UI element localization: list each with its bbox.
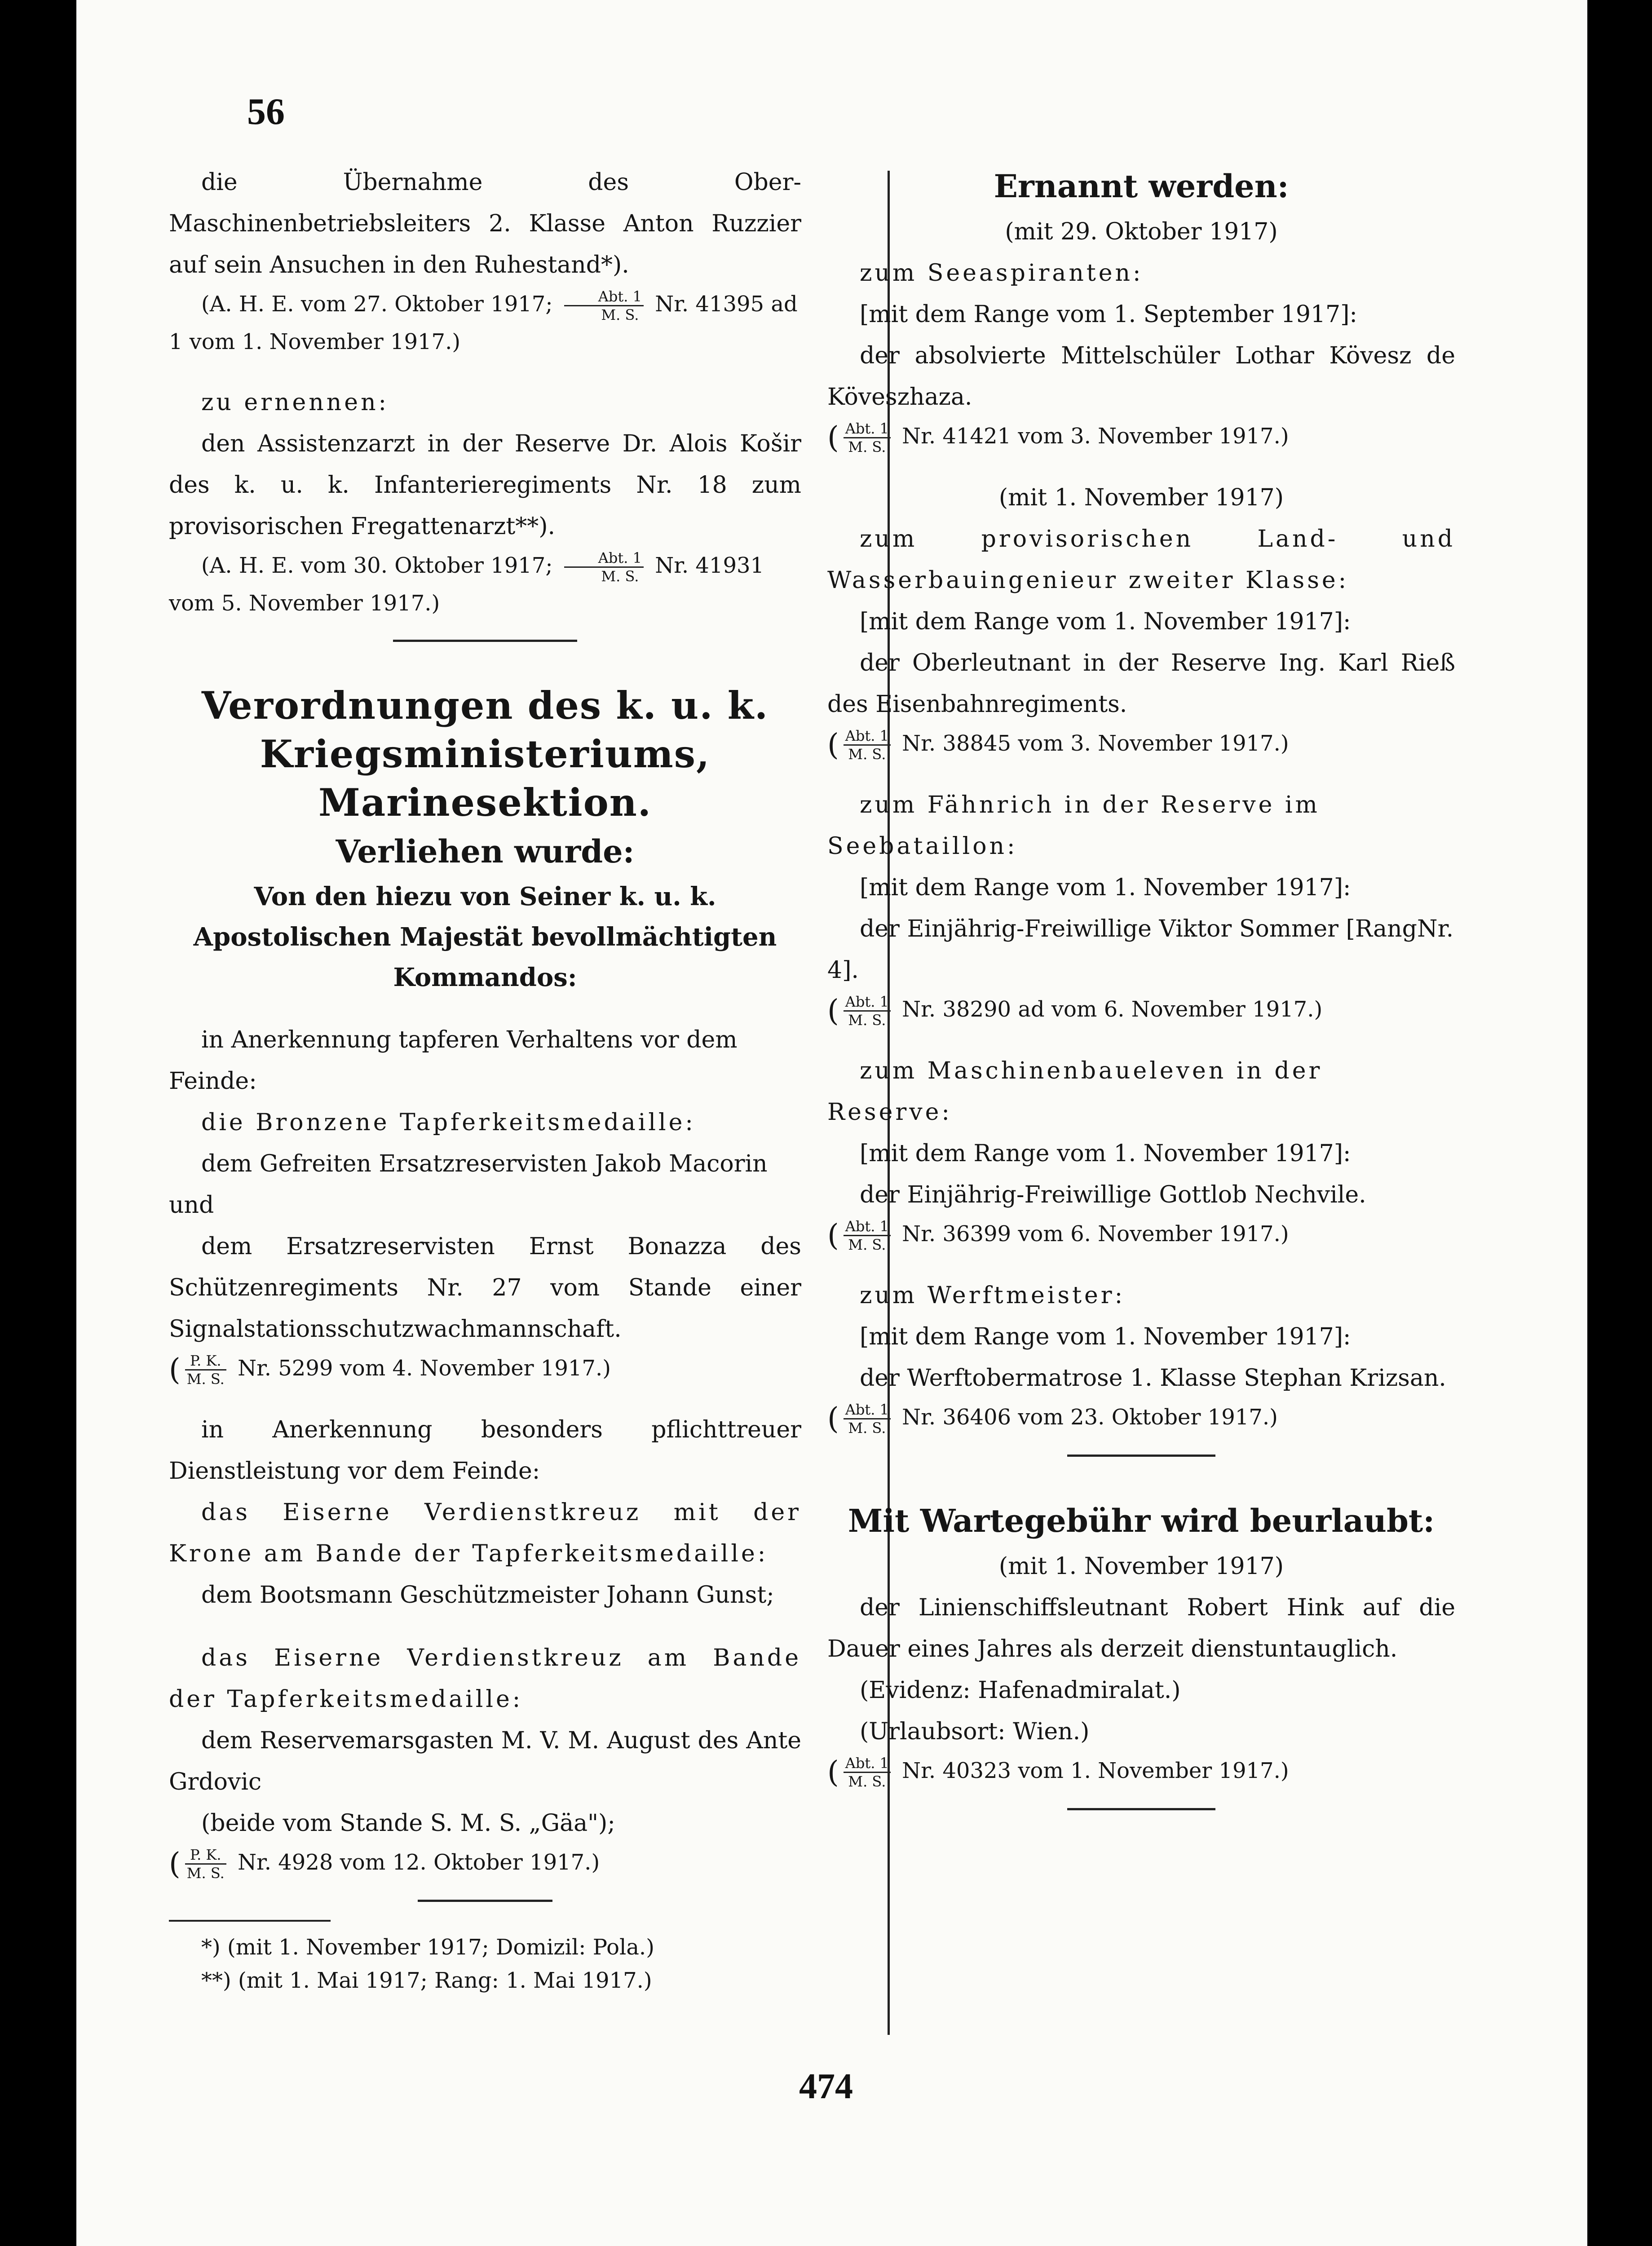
abt-fraction <box>844 1218 891 1253</box>
section-divider <box>393 640 577 642</box>
fraction-top: P. K. <box>185 1352 226 1371</box>
citation-text: Nr. 36406 vom 23. Oktober 1917.) <box>902 1405 1278 1430</box>
retirement-paragraph: die Übernahme des Ober-Maschinenbetriebsleiters 2. Klasse Anton Ruzzier auf sein Ansuchen in den Ruhestand*). <box>169 169 801 279</box>
leave-urlaubsort: (Urlaubsort: Wien.) <box>860 1718 1090 1745</box>
pk-fraction <box>185 1352 226 1388</box>
page-number-bottom: 474 <box>799 2067 853 2106</box>
appointment-3-citation: ( $\frac{\text{Abt. 1}}{M. S.}$ Nr. 38290 ad vom 6. November 1917.) <box>827 993 1323 1029</box>
appointment-paragraph: den Assistenzarzt in der Reserve Dr. Alois Košir des k. u. k. Infanterieregiments Nr. 18 zum provisorischen Fregattenarzt**). <box>169 430 801 540</box>
fraction-bottom: M. S. <box>848 1012 886 1029</box>
right-column <box>827 162 1455 1828</box>
section-divider <box>418 1900 552 1902</box>
heading-verliehen: Verliehen wurde: <box>336 833 635 870</box>
heading-ernennen: zu ernennen: <box>201 389 389 416</box>
abt-fraction <box>564 288 644 323</box>
appointment-1-rank: [mit dem Range vom 1. September 1917]: <box>860 301 1357 328</box>
fraction-bottom: M. S. <box>848 1236 886 1253</box>
cross-with-crown: das Eiserne Verdienstkreuz mit der Krone am Bande der Tapferkeitsmedaille: <box>169 1499 801 1567</box>
citation-2-pre: (A. H. E. vom 30. Oktober 1917; <box>201 553 553 578</box>
appointment-2-rank: [mit dem Range vom 1. November 1917]: <box>860 608 1351 635</box>
appointment-4-person: der Einjährig-Freiwillige Gottlob Nechvile. <box>860 1181 1366 1208</box>
pk-fraction <box>185 1846 226 1882</box>
fraction-bottom: M. S. <box>186 1371 225 1388</box>
citation-text: Nr. 40323 vom 1. November 1917.) <box>902 1758 1289 1783</box>
citation-2-post: Nr. 41931 vom 5. November 1917.) <box>169 553 764 616</box>
anerkennung-1: in Anerkennung tapferen Verhaltens vor dem Feinde: <box>169 1026 738 1095</box>
citation-1-post: Nr. 41395 ad 1 vom 1. November 1917.) <box>169 292 798 354</box>
fraction-bottom: M. S. <box>601 568 639 585</box>
appointment-2-target: zum provisorischen Land- und Wasserbauingenieur zweiter Klasse: <box>827 526 1455 594</box>
appointment-5-target: zum Werftmeister: <box>860 1282 1126 1309</box>
citation-4-post: Nr. 4928 vom 12. Oktober 1917.) <box>238 1850 600 1875</box>
appointment-4-rank: [mit dem Range vom 1. November 1917]: <box>860 1140 1351 1167</box>
anerkennung-2: in Anerkennung besonders pflichttreuer Dienstleistung vor dem Feinde: <box>169 1416 801 1485</box>
appointment-1-citation: ( $\frac{\text{Abt. 1}}{M. S.}$ Nr. 41421 vom 3. November 1917.) <box>827 420 1289 455</box>
fraction-bottom: M. S. <box>186 1865 225 1882</box>
appointment-1-person: der absolvierte Mittelschüler Lothar Kövesz de Köveszhaza. <box>827 342 1455 411</box>
medal-bronze: die Bronzene Tapferkeitsmedaille: <box>201 1109 696 1136</box>
left-column <box>169 162 801 1997</box>
recipient-bonazza: dem Ersatzreservisten Ernst Bonazza des Schützenregiments Nr. 27 vom Stande einer Signalstationsschutzwachmannschaft. <box>169 1233 801 1343</box>
citation-2 <box>169 547 801 622</box>
leave-person: der Linienschiffsleutnant Robert Hink auf die Dauer eines Jahres als derzeit dienstuntauglich. <box>827 1594 1455 1662</box>
citation-1 <box>169 286 801 360</box>
authority-heading: Von den hiezu von Seiner k. u. k. Apostolischen Majestät bevollmächtigten Kommandos: <box>193 882 777 992</box>
fraction-top: Abt. 1 <box>844 1218 891 1236</box>
citation-1-pre: (A. H. E. vom 27. Oktober 1917; <box>201 292 553 317</box>
fraction-bottom: M. S. <box>601 306 639 323</box>
date-1-nov: (mit 1. November 1917) <box>998 484 1284 511</box>
appointment-5-rank: [mit dem Range vom 1. November 1917]: <box>860 1323 1351 1350</box>
fraction-top: Abt. 1 <box>844 727 891 746</box>
footnote-rule <box>169 1920 331 1922</box>
abt-fraction <box>844 993 891 1029</box>
fraction-top: Abt. 1 <box>844 420 891 438</box>
appointment-3-person: der Einjährig-Freiwillige Viktor Sommer [RangNr. 4]. <box>827 915 1454 984</box>
fraction-bottom: M. S. <box>848 1419 886 1437</box>
recipient-gunst: dem Bootsmann Geschützmeister Johann Gunst; <box>201 1582 774 1609</box>
date-1-nov-leave: (mit 1. November 1917) <box>998 1553 1284 1580</box>
appointment-1-target: zum Seeaspiranten: <box>860 260 1144 287</box>
leave-evidenz: (Evidenz: Hafenadmiralat.) <box>860 1677 1181 1704</box>
recipient-grdovic: dem Reservemarsgasten M. V. M. August des Ante Grdovic <box>169 1727 801 1795</box>
heading-beurlaubt: Mit Wartegebühr wird beurlaubt: <box>848 1502 1435 1539</box>
citation-text: Nr. 38845 vom 3. November 1917.) <box>902 731 1289 756</box>
appointment-2-person: der Oberleutnant in der Reserve Ing. Karl Rieß des Eisenbahnregiments. <box>827 650 1455 718</box>
recipients-note: (beide vom Stande S. M. S. „Gäa"); <box>201 1810 615 1837</box>
appointment-3-rank: [mit dem Range vom 1. November 1917]: <box>860 874 1351 901</box>
fraction-bottom: M. S. <box>848 438 886 455</box>
fraction-top: Abt. 1 <box>844 993 891 1012</box>
fraction-top: Abt. 1 <box>564 549 644 568</box>
date-29-oct: (mit 29. Oktober 1917) <box>1005 218 1278 245</box>
citation-text: Nr. 41421 vom 3. November 1917.) <box>902 424 1289 449</box>
abt-fraction <box>844 420 891 455</box>
fraction-top: Abt. 1 <box>844 1401 891 1419</box>
appointment-5-person: der Werftobermatrose 1. Klasse Stephan Krizsan. <box>860 1365 1446 1392</box>
appointment-4-citation: ( $\frac{\text{Abt. 1}}{M. S.}$ Nr. 36399 vom 6. November 1917.) <box>827 1218 1289 1253</box>
appointment-4-target: zum Maschinenbaueleven in der Reserve: <box>827 1057 1323 1126</box>
footnote-2: **) (mit 1. Mai 1917; Rang: 1. Mai 1917.) <box>201 1968 652 1993</box>
abt-fraction <box>844 1401 891 1437</box>
fraction-top: P. K. <box>185 1846 226 1865</box>
abt-fraction <box>844 727 891 763</box>
citation-3-post: Nr. 5299 vom 4. November 1917.) <box>238 1356 611 1381</box>
leave-citation: ( $\frac{\text{Abt. 1}}{M. S.}$ Nr. 40323 vom 1. November 1917.) <box>827 1755 1289 1790</box>
fraction-top: Abt. 1 <box>844 1755 891 1773</box>
footnote-1: *) (mit 1. November 1917; Domizil: Pola.) <box>201 1935 654 1960</box>
appointment-5-citation: ( $\frac{\text{Abt. 1}}{M. S.}$ Nr. 36406 vom 23. Oktober 1917.) <box>827 1401 1278 1437</box>
cross-plain: das Eiserne Verdienstkreuz am Bande der Tapferkeitsmedaille: <box>169 1645 801 1713</box>
citation-text: Nr. 36399 vom 6. November 1917.) <box>902 1221 1289 1247</box>
citation-text: Nr. 38290 ad vom 6. November 1917.) <box>902 997 1323 1022</box>
fraction-bottom: M. S. <box>848 746 886 763</box>
section-title: Verordnungen des k. u. k. Kriegsministeriums, Marinesektion. <box>201 683 769 825</box>
heading-ernannt: Ernannt werden: <box>994 168 1289 205</box>
recipient-macorin: dem Gefreiten Ersatzreservisten Jakob Macorin und <box>169 1150 768 1219</box>
section-divider <box>1067 1455 1215 1457</box>
abt-fraction <box>844 1755 891 1790</box>
citation-4: ( $\frac{P. K.}{M. S.}$ Nr. 4928 vom 12. Oktober 1917.) <box>169 1846 600 1882</box>
appointment-2-citation: ( $\frac{\text{Abt. 1}}{M. S.}$ Nr. 38845 vom 3. November 1917.) <box>827 727 1289 763</box>
section-divider <box>1067 1808 1215 1810</box>
page-number-top: 56 <box>247 91 285 133</box>
abt-fraction <box>564 549 644 585</box>
citation-3: ( $\frac{P. K.}{M. S.}$ Nr. 5299 vom 4. November 1917.) <box>169 1352 611 1388</box>
fraction-bottom: M. S. <box>848 1773 886 1790</box>
fraction-top: Abt. 1 <box>564 288 644 306</box>
appointment-3-target: zum Fähnrich in der Reserve im Seebataillon: <box>827 791 1320 860</box>
